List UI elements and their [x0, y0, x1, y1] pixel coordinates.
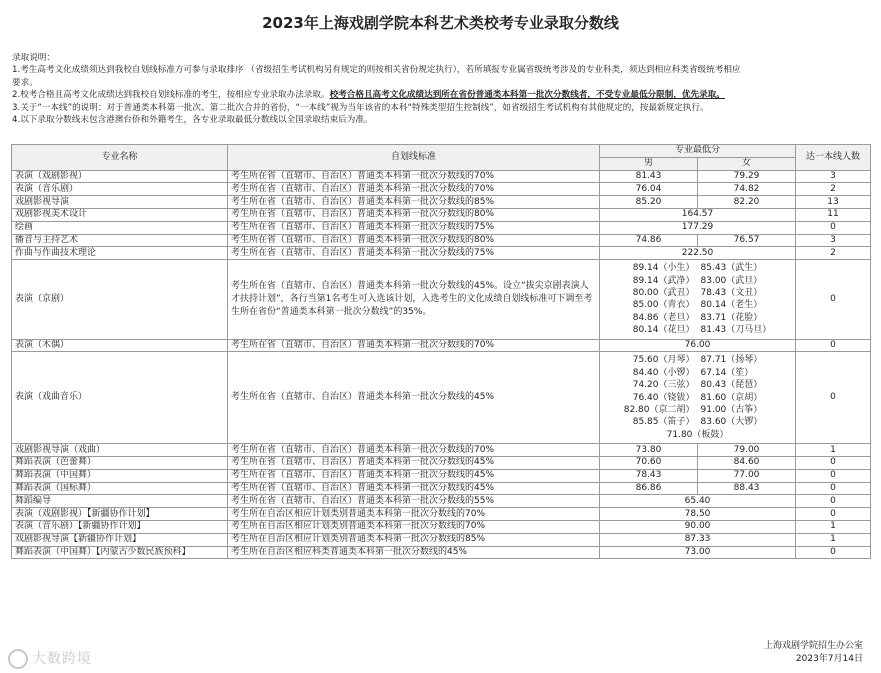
score-item: 89.14（小生） — [632, 263, 695, 274]
note-line-4: 4.以下录取分数线未包含港澳台侨和外籍考生，各专业录取最低分数线以全国录取结束后为准。 — [12, 115, 373, 126]
standard-cell: 考生所在省（直辖市、自治区）普通类本科第一批次分数线的70% — [228, 183, 600, 196]
score-item: 83.60（大锣） — [700, 417, 763, 428]
count-cell: 0 — [796, 508, 871, 521]
major-cell: 作曲与作曲技术理论 — [12, 247, 228, 260]
male-score-cell: 81.43 — [600, 170, 698, 183]
standard-cell: 考生所在省（直辖市、自治区）普通类本科第一批次分数线的70% — [228, 444, 600, 457]
female-score-cell: 79.00 — [698, 444, 796, 457]
count-cell: 2 — [796, 183, 871, 196]
note-line-2a: 2.校考合格且高考文化成绩达到我校自划线标准的考生，按相应专业录取办法录取。 — [12, 90, 330, 101]
major-cell: 绘画 — [12, 221, 228, 234]
standard-cell: 考生所在自治区相应计划类别普通类本科第一批次分数线的70% — [228, 508, 600, 521]
count-cell: 0 — [796, 457, 871, 470]
watermark-logo-icon — [8, 649, 28, 669]
count-cell: 0 — [796, 495, 871, 508]
count-cell: 0 — [796, 352, 871, 444]
major-cell: 舞蹈表演（国标舞） — [12, 482, 228, 495]
count-cell: 13 — [796, 196, 871, 209]
table-row — [12, 533, 871, 546]
score-item: 80.00（武丑） — [632, 287, 695, 298]
major-cell: 表演（戏剧影视）【新疆协作计划】 — [12, 508, 228, 521]
score-item: 87.71（扬琴） — [700, 355, 763, 366]
standard-cell: 考生所在省（直辖市、自治区）普通类本科第一批次分数线的45% — [228, 482, 600, 495]
major-cell: 表演（音乐剧） — [12, 183, 228, 196]
score-item: 81.60（京胡） — [700, 392, 763, 403]
score-item: 85.43（武生） — [700, 263, 763, 274]
major-cell: 舞蹈编导 — [12, 495, 228, 508]
female-score-cell: 88.43 — [698, 482, 796, 495]
standard-cell: 考生所在省（直辖市、自治区）普通类本科第一批次分数线的45%。设立“拔尖京剧表演人才扶持计划”，各行当第1名考生可入选该计划，入选考生的文化成绩自划线标准可下调至考生所在省份“普通类本科第一批次分数线”的35%。 — [228, 260, 600, 339]
male-score-cell: 74.86 — [600, 234, 698, 247]
score-item: 67.14（笙） — [700, 367, 754, 378]
major-cell: 表演（戏曲音乐） — [12, 352, 228, 444]
table-row — [12, 183, 871, 196]
major-cell: 表演（木偶） — [12, 339, 228, 352]
table-row — [12, 170, 871, 183]
admission-notes — [12, 52, 872, 126]
major-cell: 戏剧影视导演（戏曲） — [12, 444, 228, 457]
score-list-cell — [600, 260, 796, 339]
female-score-cell: 77.00 — [698, 469, 796, 482]
major-cell: 表演（京剧） — [12, 260, 228, 339]
standard-cell: 考生所在省（直辖市、自治区）普通类本科第一批次分数线的80% — [228, 234, 600, 247]
female-score-cell: 74.82 — [698, 183, 796, 196]
note-line-3: 3.关于“一本线”的说明：对于普通类本科第一批次、第二批次合并的省份，“一本线”视为当年该省的本科“特殊类型招生控制线”，如省级招生考试机构有其他规定的，按最新规定执行。 — [12, 102, 709, 113]
male-score-cell: 86.86 — [600, 482, 698, 495]
count-cell: 1 — [796, 444, 871, 457]
table-row — [12, 260, 871, 339]
score-cell: 73.00 — [600, 546, 796, 559]
footer-org: 上海戏剧学院招生办公室 — [763, 641, 863, 651]
table-row — [12, 221, 871, 234]
score-cell: 222.50 — [600, 247, 796, 260]
table-row — [12, 444, 871, 457]
standard-cell: 考生所在自治区相应计划类别普通类本科第一批次分数线的85% — [228, 533, 600, 546]
header-major: 专业名称 — [12, 145, 228, 171]
standard-cell: 考生所在省（直辖市、自治区）普通类本科第一批次分数线的45% — [228, 469, 600, 482]
header-min-score: 专业最低分 — [600, 145, 796, 158]
major-cell: 舞蹈表演（中国舞）【内蒙古少数民族预科】 — [12, 546, 228, 559]
female-score-cell: 82.20 — [698, 196, 796, 209]
count-cell: 0 — [796, 339, 871, 352]
major-cell: 戏剧影视导演【新疆协作计划】 — [12, 533, 228, 546]
header-count: 达一本线人数 — [796, 145, 871, 171]
female-score-cell: 84.60 — [698, 457, 796, 470]
table-row — [12, 352, 871, 444]
note-line-2 — [12, 89, 872, 101]
table-row — [12, 196, 871, 209]
score-item: 85.85（笛子） — [632, 417, 695, 428]
page-title: 2023年上海戏剧学院本科艺术类校考专业录取分数线 — [262, 14, 619, 32]
note-line-2b-emphasis: 校考合格且高考文化成绩达到所在省份普通类本科第一批次分数线者，不受专业最低分限制，优先录取。 — [329, 90, 725, 101]
major-cell: 舞蹈表演（芭蕾舞） — [12, 457, 228, 470]
score-cell: 177.29 — [600, 221, 796, 234]
table-row — [12, 208, 871, 221]
score-cell: 164.57 — [600, 208, 796, 221]
notes-heading: 录取说明： — [12, 53, 55, 63]
standard-cell: 考生所在自治区相应计划类别普通类本科第一批次分数线的70% — [228, 521, 600, 534]
major-cell: 戏剧影视导演 — [12, 196, 228, 209]
score-cell: 90.00 — [600, 521, 796, 534]
standard-cell: 考生所在省（直辖市、自治区）普通类本科第一批次分数线的80% — [228, 208, 600, 221]
score-item: 78.43（文丑） — [700, 287, 763, 298]
score-cell: 78.50 — [600, 508, 796, 521]
score-item: 80.14（花旦） — [632, 325, 695, 336]
score-list — [603, 352, 792, 443]
footer — [764, 640, 863, 666]
header-standard: 自划线标准 — [228, 145, 600, 171]
male-score-cell: 73.80 — [600, 444, 698, 457]
count-cell: 1 — [796, 533, 871, 546]
score-item: 83.00（武旦） — [700, 275, 763, 286]
note-line-1b: 要求。 — [12, 77, 38, 88]
score-item: 71.80（板鼓） — [666, 429, 729, 440]
score-item: 81.43（刀马旦） — [700, 325, 772, 336]
count-cell: 0 — [796, 546, 871, 559]
score-list-cell — [600, 352, 796, 444]
standard-cell: 考生所在省（直辖市、自治区）普通类本科第一批次分数线的70% — [228, 170, 600, 183]
major-cell: 表演（戏剧影视） — [12, 170, 228, 183]
score-item: 75.60（月琴） — [632, 355, 695, 366]
female-score-cell: 79.29 — [698, 170, 796, 183]
standard-cell: 考生所在省（直辖市、自治区）普通类本科第一批次分数线的75% — [228, 247, 600, 260]
standard-cell: 考生所在自治区相应科类普通类本科第一批次分数线的45% — [228, 546, 600, 559]
score-list — [603, 260, 792, 338]
score-item: 84.40（小锣） — [632, 367, 695, 378]
major-cell: 舞蹈表演（中国舞） — [12, 469, 228, 482]
standard-cell: 考生所在省（直辖市、自治区）普通类本科第一批次分数线的85% — [228, 196, 600, 209]
male-score-cell: 70.60 — [600, 457, 698, 470]
score-item: 80.14（老生） — [700, 300, 763, 311]
score-cell: 65.40 — [600, 495, 796, 508]
table-row — [12, 495, 871, 508]
score-item: 80.43（琵琶） — [700, 380, 763, 391]
standard-cell: 考生所在省（直辖市、自治区）普通类本科第一批次分数线的55% — [228, 495, 600, 508]
count-cell: 3 — [796, 234, 871, 247]
score-table — [11, 144, 871, 559]
score-item: 74.20（三弦） — [632, 380, 695, 391]
count-cell: 11 — [796, 208, 871, 221]
table-row — [12, 234, 871, 247]
female-score-cell: 76.57 — [698, 234, 796, 247]
score-item: 84.86（老旦） — [632, 312, 695, 323]
table-row — [12, 521, 871, 534]
table-row — [12, 339, 871, 352]
male-score-cell: 85.20 — [600, 196, 698, 209]
major-cell: 播音与主持艺术 — [12, 234, 228, 247]
table-row — [12, 469, 871, 482]
header-female: 女 — [698, 157, 796, 170]
count-cell: 3 — [796, 170, 871, 183]
count-cell: 0 — [796, 482, 871, 495]
score-cell: 87.33 — [600, 533, 796, 546]
count-cell: 2 — [796, 247, 871, 260]
count-cell: 0 — [796, 221, 871, 234]
table-row — [12, 457, 871, 470]
score-item: 89.14（武净） — [632, 275, 695, 286]
table-row — [12, 508, 871, 521]
male-score-cell: 76.04 — [600, 183, 698, 196]
count-cell: 0 — [796, 260, 871, 339]
footer-date: 2023年7月14日 — [795, 654, 863, 664]
watermark-text: 大数跨境 — [32, 651, 92, 667]
standard-cell: 考生所在省（直辖市、自治区）普通类本科第一批次分数线的45% — [228, 457, 600, 470]
table-row — [12, 247, 871, 260]
major-cell: 表演（音乐剧）【新疆协作计划】 — [12, 521, 228, 534]
score-cell: 76.00 — [600, 339, 796, 352]
note-line-1: 1.考生高考文化成绩须达到我校自划线标准方可参与录取排序 （省级招生考试机构另有规定的则按相关省份规定执行），若所填报专业属省级统考涉及的专业科类，须达到相应科类省级统考相应 — [12, 65, 741, 76]
score-item: 82.80（京二胡） — [623, 405, 695, 416]
count-cell: 0 — [796, 469, 871, 482]
header-male: 男 — [600, 157, 698, 170]
watermark — [8, 648, 92, 669]
table-row — [12, 546, 871, 559]
standard-cell: 考生所在省（直辖市、自治区）普通类本科第一批次分数线的75% — [228, 221, 600, 234]
score-item: 85.00（青衣） — [632, 300, 695, 311]
score-item: 76.40（铙钹） — [632, 392, 695, 403]
standard-cell: 考生所在省（直辖市、自治区）普通类本科第一批次分数线的70% — [228, 339, 600, 352]
score-item: 83.71（花脸） — [700, 312, 763, 323]
male-score-cell: 78.43 — [600, 469, 698, 482]
score-item: 91.00（古筝） — [700, 405, 763, 416]
major-cell: 戏剧影视美术设计 — [12, 208, 228, 221]
standard-cell: 考生所在省（直辖市、自治区）普通类本科第一批次分数线的45% — [228, 352, 600, 444]
table-row — [12, 482, 871, 495]
count-cell: 1 — [796, 521, 871, 534]
